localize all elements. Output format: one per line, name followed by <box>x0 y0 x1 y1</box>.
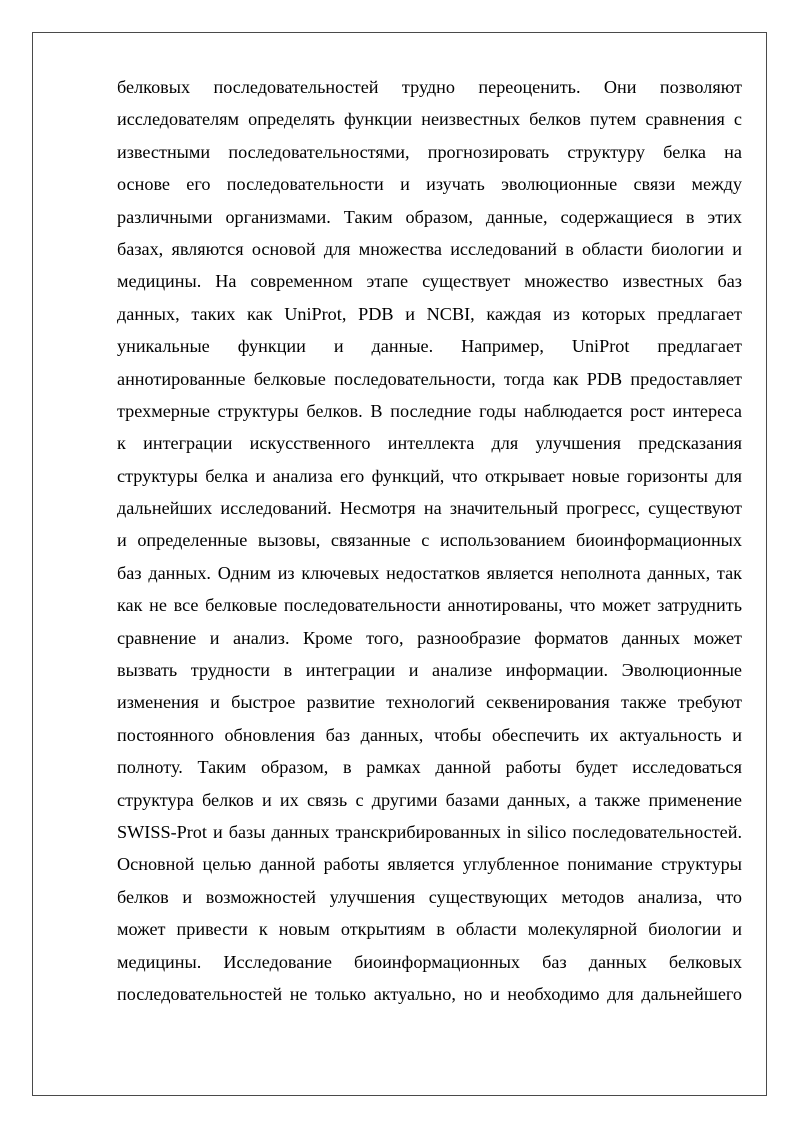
document-body <box>117 71 742 1010</box>
text-line: различными организмами. Таким образом, данные, содержащиеся в этих <box>117 206 742 227</box>
text-line: аннотированные белковые последовательности, тогда как PDB предоставляет <box>117 368 742 389</box>
text-line: последовательностей не только актуально, но и необходимо для дальнейшего <box>117 983 742 1004</box>
text-line: медицины. Исследование биоинформационных баз данных белковых <box>117 951 742 972</box>
text-line: медицины. На современном этапе существует множество известных баз <box>117 271 742 292</box>
text-line: исследователям определять функции неизвестных белков путем сравнения с <box>117 109 742 130</box>
text-line: сравнение и анализ. Кроме того, разнообразие форматов данных может <box>117 627 742 648</box>
text-line: баз данных. Одним из ключевых недостатков является неполнота данных, так <box>117 562 742 583</box>
text-line: и определенные вызовы, связанные с использованием биоинформационных <box>117 530 742 551</box>
text-line: полноту. Таким образом, в рамках данной работы будет исследоваться <box>117 757 742 778</box>
text-line: SWISS-Prot и базы данных транскрибированных in silico последовательностей. <box>117 821 742 842</box>
text-line: данных, таких как UniProt, PDB и NCBI, каждая из которых предлагает <box>117 303 742 324</box>
text-line: дальнейших исследований. Несмотря на значительный прогресс, существуют <box>117 498 742 519</box>
text-line: трехмерные структуры белков. В последние годы наблюдается рост интереса <box>117 400 742 421</box>
text-line: основе его последовательности и изучать эволюционные связи между <box>117 174 742 195</box>
text-line: уникальные функции и данные. Например, UniProt предлагает <box>117 336 742 357</box>
text-line: белковых последовательностей трудно переоценить. Они позволяют <box>117 77 742 97</box>
text-line: изменения и быстрое развитие технологий секвенирования также требуют <box>117 692 742 713</box>
text-line: постоянного обновления баз данных, чтобы обеспечить их актуальность и <box>117 724 742 745</box>
text-line: вызвать трудности в интеграции и анализе информации. Эволюционные <box>117 660 742 681</box>
text-line: известными последовательностями, прогнозировать структуру белка на <box>117 141 742 162</box>
text-line: Основной целью данной работы является углубленное понимание структуры <box>117 854 742 875</box>
text-line: может привести к новым открытиям в области молекулярной биологии и <box>117 919 742 940</box>
text-line: структуры белка и анализа его функций, что открывает новые горизонты для <box>117 465 742 486</box>
text-line: белков и возможностей улучшения существующих методов анализа, что <box>117 886 742 907</box>
text-line: базах, являются основой для множества исследований в области биологии и <box>117 238 742 259</box>
text-line: как не все белковые последовательности аннотированы, что может затруднить <box>117 595 742 616</box>
text-line: к интеграции искусственного интеллекта для улучшения предсказания <box>117 433 742 454</box>
text-line: структура белков и их связь с другими базами данных, а также применение <box>117 789 742 810</box>
